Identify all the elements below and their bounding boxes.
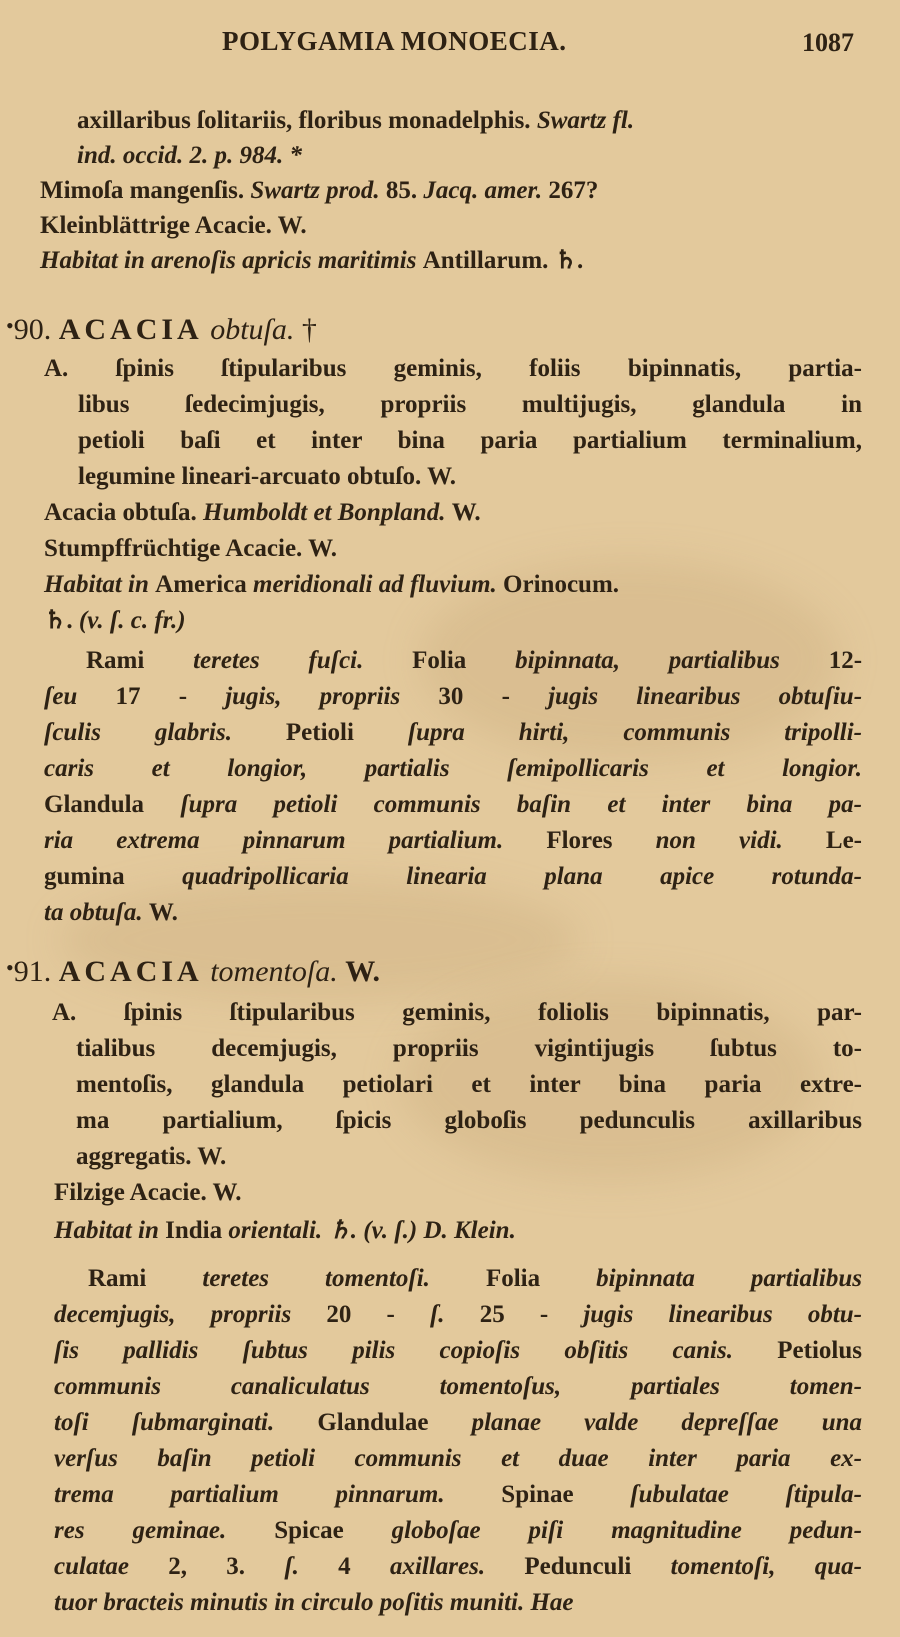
synonym-name: Mimoſa mangenſis. bbox=[40, 177, 251, 204]
italic-run: teretes fuſci. bbox=[193, 647, 364, 674]
citation: Swartz prod. bbox=[250, 177, 386, 204]
citation: Humboldt et Bonpland. bbox=[203, 499, 452, 526]
species-epithet: tomentoſa. bbox=[210, 955, 338, 988]
description-line bbox=[44, 680, 862, 714]
roman-run: Flores bbox=[546, 827, 656, 854]
italic-run: jugis, propriis bbox=[225, 683, 439, 710]
italic-run: quadripollicaria linearia plana apice rotunda- bbox=[182, 863, 862, 890]
diagnosis-line: libus ſedecimjugis, propriis multijugis, glandula in bbox=[78, 391, 862, 418]
habitat-place: Orinocum. bbox=[496, 571, 620, 598]
text-line bbox=[77, 139, 302, 173]
roman-run: 2, 3. bbox=[168, 1553, 285, 1580]
description-line bbox=[54, 1514, 862, 1548]
species-heading bbox=[6, 948, 380, 992]
italic-run: ſis pallidis ſubtus pilis copioſis obſitis canis. bbox=[54, 1337, 778, 1364]
diagnosis-line: aggregatis. W. bbox=[76, 1143, 227, 1170]
italic-run: ſ. bbox=[284, 1553, 339, 1580]
italic-run: teretes tomentoſi. bbox=[202, 1265, 486, 1292]
german-name bbox=[40, 209, 307, 243]
genus-name: ACACIA bbox=[58, 955, 203, 988]
synonym-line bbox=[44, 496, 481, 530]
description-line bbox=[88, 1262, 862, 1296]
roman-run: W. bbox=[148, 899, 178, 926]
roman-run: Glandulae bbox=[317, 1409, 472, 1436]
roman-run: Petioli bbox=[285, 719, 408, 746]
species-epithet: obtuſa. bbox=[210, 313, 295, 346]
roman-run: 20 - bbox=[326, 1301, 430, 1328]
habitat-line bbox=[40, 244, 583, 278]
specimen-note: (v. ſ. c. fr.) bbox=[78, 607, 186, 634]
species-number: 90. bbox=[13, 313, 52, 346]
text-run: axillaribus ſolitariis, floribus monadelphis. bbox=[77, 107, 537, 134]
italic-run: communis canaliculatus tomentoſus, partiales tomen- bbox=[54, 1373, 862, 1400]
italic-run: verſus baſin petioli communis et duae inter paria ex- bbox=[54, 1445, 862, 1472]
roman-run: 4 bbox=[338, 1553, 390, 1580]
description-line bbox=[44, 752, 862, 786]
italic-run: ſupra hirti, communis tripolli- bbox=[407, 719, 863, 746]
habitat-text: Habitat in bbox=[54, 1217, 166, 1244]
italic-run: tuor bracteis minutis in circulo poſitis muniti. Hae bbox=[54, 1589, 574, 1616]
italic-run: res geminae. bbox=[54, 1517, 275, 1544]
roman-run: 12- bbox=[828, 647, 863, 674]
description-line bbox=[44, 860, 862, 894]
german-name: Filzige Acacie. W. bbox=[54, 1179, 242, 1206]
bullet-mark: • bbox=[6, 955, 14, 980]
roman-run: Glandula bbox=[44, 791, 181, 818]
italic-run: trema partialium pinnarum. bbox=[54, 1481, 502, 1508]
italic-run: decemjugis, propriis bbox=[54, 1301, 327, 1328]
italic-run: axillares. bbox=[389, 1553, 525, 1580]
german-name: Stumpffrüchtige Acacie. W. bbox=[44, 535, 338, 562]
roman-run: Rami bbox=[86, 647, 194, 674]
description-line bbox=[54, 1586, 574, 1620]
diagnosis-line: A. ſpinis ſtipularibus geminis, foliis bipinnatis, partia- bbox=[44, 355, 862, 382]
italic-run: bipinnata partialibus bbox=[596, 1265, 863, 1292]
italic-run: culatae bbox=[54, 1553, 169, 1580]
italic-run: tomentoſi, qua- bbox=[670, 1553, 862, 1580]
citation: Jacq. amer. bbox=[423, 177, 549, 204]
text-line bbox=[77, 104, 863, 138]
species-number: 91. bbox=[13, 955, 52, 988]
italic-run: planae valde depreſſae una bbox=[471, 1409, 862, 1436]
habitat-place: India bbox=[165, 1217, 229, 1244]
diagnosis-line: ma partialium, ſpicis globoſis pedunculis axillaribus bbox=[76, 1107, 862, 1134]
diagnosis-line: petioli baſi et inter bina paria partialium terminalium, bbox=[78, 427, 862, 454]
citation-page: 267? bbox=[548, 177, 599, 204]
habitat-line bbox=[44, 604, 186, 638]
italic-run: toſi ſubmarginati. bbox=[54, 1409, 318, 1436]
italic-run: jugis linearibus obtu- bbox=[583, 1301, 862, 1328]
habitat-place: Antillarum. ♄. bbox=[422, 247, 584, 274]
italic-run: ſeu bbox=[44, 683, 116, 710]
habitat-place: America bbox=[155, 571, 254, 598]
habitat-text: orientali. bbox=[228, 1217, 329, 1244]
description-line bbox=[54, 1298, 862, 1332]
diagnosis-line: tialibus decemjugis, propriis vigintijugis ſubtus to- bbox=[76, 1035, 862, 1062]
genus-name: ACACIA bbox=[58, 313, 203, 346]
synonym-name: Acacia obtuſa. bbox=[44, 499, 204, 526]
author-abbrev: W. bbox=[345, 955, 380, 988]
italic-run: ſubulatae ſtipula- bbox=[630, 1481, 862, 1508]
description-line bbox=[54, 1550, 862, 1584]
italic-run: caris et longior, partialis ſemipollicaris et longior. bbox=[44, 755, 862, 782]
diagnosis-line: mentoſis, glandula petiolari et inter bina paria extre- bbox=[76, 1071, 862, 1098]
running-title: POLYGAMIA MONOECIA. bbox=[222, 26, 567, 56]
habitat-text: Habitat in bbox=[44, 571, 156, 598]
description-line bbox=[44, 896, 178, 930]
italic-run: ria extrema pinnarum partialium. bbox=[44, 827, 547, 854]
citation: ind. occid. 2. p. 984. * bbox=[77, 142, 302, 169]
page-number: 1087 bbox=[802, 28, 854, 57]
shrub-symbol: ♄. bbox=[44, 607, 79, 634]
roman-run: Pedunculi bbox=[524, 1553, 671, 1580]
description-line bbox=[54, 1478, 862, 1512]
italic-run: globoſae piſi magnitudine pedun- bbox=[391, 1517, 862, 1544]
diagnosis-line: A. ſpinis ſtipularibus geminis, foliolis bipinnatis, par- bbox=[52, 999, 862, 1026]
italic-run: bipinnata, partialibus bbox=[515, 647, 829, 674]
citation: Swartz fl. bbox=[536, 107, 635, 134]
roman-run: Spinae bbox=[501, 1481, 631, 1508]
description-line bbox=[54, 1406, 862, 1440]
habitat-line bbox=[54, 1214, 516, 1248]
italic-run: ſupra petioli communis baſin et inter bina pa- bbox=[180, 791, 862, 818]
description-line bbox=[54, 1334, 862, 1368]
roman-run: gumina bbox=[44, 863, 183, 890]
italic-run: non vidi. bbox=[655, 827, 826, 854]
citation-page: 85. bbox=[385, 177, 424, 204]
text-run: Kleinblättrige Acacie. W. bbox=[40, 212, 307, 239]
description-line bbox=[44, 824, 862, 858]
species-heading bbox=[6, 306, 317, 350]
habitat-line bbox=[44, 568, 619, 602]
roman-run: 17 - bbox=[115, 683, 226, 710]
dagger-mark: † bbox=[301, 313, 317, 346]
roman-run: Spicae bbox=[274, 1517, 392, 1544]
roman-run: 25 - bbox=[479, 1301, 584, 1328]
bullet-mark: • bbox=[6, 313, 14, 338]
italic-run: ta obtuſa. bbox=[44, 899, 149, 926]
habitat-text: Habitat in arenoſis apricis maritimis bbox=[40, 247, 423, 274]
roman-run: Petiolus bbox=[777, 1337, 862, 1364]
roman-run: Rami bbox=[88, 1265, 203, 1292]
description-line bbox=[44, 788, 862, 822]
diagnosis-line: legumine lineari-arcuato obtuſo. W. bbox=[78, 463, 457, 490]
roman-run: 30 - bbox=[438, 683, 549, 710]
italic-run: ſculis glabris. bbox=[44, 719, 286, 746]
page-header bbox=[0, 26, 900, 66]
description-line bbox=[54, 1370, 862, 1404]
description-line bbox=[54, 1442, 862, 1476]
description-line bbox=[86, 644, 862, 678]
description-line bbox=[44, 716, 862, 750]
roman-run: Le- bbox=[825, 827, 863, 854]
italic-run: jugis linearibus obtuſiu- bbox=[548, 683, 863, 710]
specimen-note: ♄. (v. ſ.) D. Klein. bbox=[328, 1217, 516, 1244]
text-line bbox=[40, 174, 598, 208]
roman-run: Folia bbox=[363, 647, 516, 674]
italic-run: ſ. bbox=[429, 1301, 480, 1328]
author-abbrev: W. bbox=[451, 499, 481, 526]
roman-run: Folia bbox=[485, 1265, 597, 1292]
habitat-text: meridionali ad fluvium. bbox=[253, 571, 497, 598]
